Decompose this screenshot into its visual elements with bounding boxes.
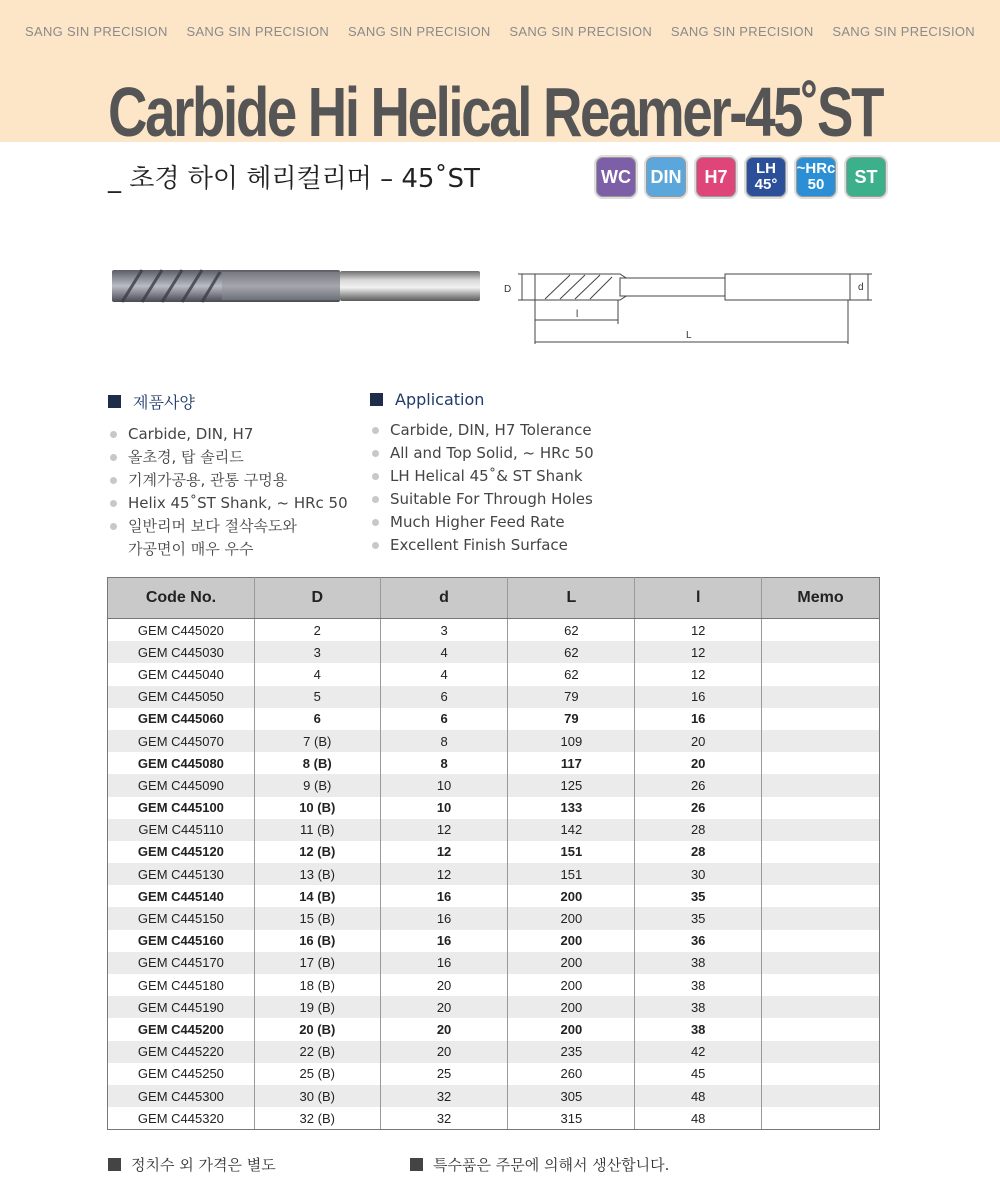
list-item: All and Top Solid, ~ HRc 50: [370, 442, 594, 465]
list-item: 올초경, 탑 솔리드: [108, 446, 348, 469]
cell-l: 42: [635, 1041, 762, 1063]
cell-D: 8 (B): [254, 752, 380, 774]
badge-label: LH: [756, 160, 776, 177]
list-item-line: 일반리머 보다 절삭속도와: [128, 517, 297, 535]
table-row: [108, 686, 880, 708]
cell-d: 32: [380, 1107, 508, 1130]
cell-memo: [762, 619, 880, 642]
cell-L: 200: [508, 996, 635, 1018]
cell-D: 22 (B): [254, 1041, 380, 1063]
list-item: Carbide, DIN, H7: [108, 423, 348, 446]
cell-L: 125: [508, 774, 635, 796]
cell-L: 62: [508, 619, 635, 642]
cell-d: 8: [380, 752, 508, 774]
badge-label: H7: [704, 167, 728, 187]
table-row: [108, 1063, 880, 1085]
cell-d: 16: [380, 885, 508, 907]
spec-table-wrap: [107, 577, 880, 1130]
cell-l: 12: [635, 641, 762, 663]
cell-d: 20: [380, 1018, 508, 1040]
cell-D: 30 (B): [254, 1085, 380, 1107]
dimension-drawing: [500, 262, 880, 352]
dim-l-label: l: [576, 309, 579, 320]
cell-L: 62: [508, 663, 635, 685]
cell-memo: [762, 1041, 880, 1063]
cell-D: 11 (B): [254, 819, 380, 841]
square-bullet-icon: [108, 395, 121, 408]
cell-code: GEM C445140: [108, 885, 255, 907]
cell-code: GEM C445200: [108, 1018, 255, 1040]
badge-label: DIN: [650, 167, 682, 187]
spec-kr-heading: 제품사양: [108, 390, 348, 413]
cell-code: GEM C445070: [108, 730, 255, 752]
feature-badges: [594, 155, 888, 199]
cell-l: 48: [635, 1085, 762, 1107]
cell-l: 20: [635, 730, 762, 752]
cell-memo: [762, 708, 880, 730]
cell-L: 235: [508, 1041, 635, 1063]
cell-L: 200: [508, 885, 635, 907]
cell-memo: [762, 863, 880, 885]
cell-L: 305: [508, 1085, 635, 1107]
cell-memo: [762, 641, 880, 663]
footer-note-left: 정치수 외 가격은 별도: [108, 1154, 276, 1175]
square-bullet-icon: [410, 1158, 423, 1171]
cell-l: 26: [635, 797, 762, 819]
table-row: [108, 1018, 880, 1040]
table-row: [108, 952, 880, 974]
header-d: d: [380, 578, 508, 619]
cell-D: 6: [254, 708, 380, 730]
cell-l: 35: [635, 907, 762, 929]
cell-l: 26: [635, 774, 762, 796]
cell-d: 10: [380, 797, 508, 819]
brand-label: SANG SIN PRECISION: [832, 24, 975, 39]
cell-memo: [762, 797, 880, 819]
header-D: D: [254, 578, 380, 619]
list-item: Much Higher Feed Rate: [370, 511, 594, 534]
cell-D: 14 (B): [254, 885, 380, 907]
cell-D: 16 (B): [254, 930, 380, 952]
cell-d: 32: [380, 1085, 508, 1107]
cell-code: GEM C445190: [108, 996, 255, 1018]
table-row: [108, 841, 880, 863]
feature-badge: [794, 155, 838, 199]
brand-label: SANG SIN PRECISION: [670, 24, 814, 39]
cell-memo: [762, 774, 880, 796]
cell-D: 20 (B): [254, 1018, 380, 1040]
cell-D: 5: [254, 686, 380, 708]
badge-sublabel: 45°: [754, 176, 778, 193]
cell-D: 15 (B): [254, 907, 380, 929]
badge-label: ~HRc: [796, 160, 836, 177]
table-row: [108, 663, 880, 685]
cell-D: 9 (B): [254, 774, 380, 796]
brand-label: SANG SIN PRECISION: [509, 24, 653, 39]
list-item: Carbide, DIN, H7 Tolerance: [370, 419, 594, 442]
table-row: [108, 641, 880, 663]
cell-l: 36: [635, 930, 762, 952]
badge-label: ST: [854, 167, 878, 187]
cell-L: 117: [508, 752, 635, 774]
cell-memo: [762, 974, 880, 996]
cell-D: 7 (B): [254, 730, 380, 752]
table-row: [108, 752, 880, 774]
cell-code: GEM C445320: [108, 1107, 255, 1130]
spec-en-heading: Application: [370, 390, 594, 409]
cell-L: 151: [508, 841, 635, 863]
dim-d-label: d: [858, 282, 864, 293]
cell-code: GEM C445130: [108, 863, 255, 885]
dim-L-label: L: [686, 330, 692, 341]
table-row: [108, 1085, 880, 1107]
cell-memo: [762, 1107, 880, 1130]
cell-d: 8: [380, 730, 508, 752]
table-row: [108, 797, 880, 819]
cell-L: 260: [508, 1063, 635, 1085]
badge-sublabel: 50: [807, 176, 825, 193]
list-item: LH Helical 45˚& ST Shank: [370, 465, 594, 488]
page-title: Carbide Hi Helical Reamer-45˚ST: [108, 73, 883, 151]
cell-L: 315: [508, 1107, 635, 1130]
cell-D: 19 (B): [254, 996, 380, 1018]
spec-en-section: [370, 390, 594, 557]
cell-d: 10: [380, 774, 508, 796]
cell-d: 25: [380, 1063, 508, 1085]
cell-code: GEM C445090: [108, 774, 255, 796]
cell-code: GEM C445100: [108, 797, 255, 819]
cell-code: GEM C445170: [108, 952, 255, 974]
badge-label: WC: [601, 167, 631, 187]
table-row: [108, 996, 880, 1018]
cell-l: 28: [635, 819, 762, 841]
cell-memo: [762, 885, 880, 907]
cell-L: 200: [508, 952, 635, 974]
cell-l: 38: [635, 1018, 762, 1040]
cell-code: GEM C445120: [108, 841, 255, 863]
cell-l: 30: [635, 863, 762, 885]
cell-D: 18 (B): [254, 974, 380, 996]
cell-d: 20: [380, 974, 508, 996]
header-l: l: [635, 578, 762, 619]
cell-l: 35: [635, 885, 762, 907]
cell-d: 4: [380, 663, 508, 685]
cell-L: 79: [508, 708, 635, 730]
cell-code: GEM C445180: [108, 974, 255, 996]
cell-D: 3: [254, 641, 380, 663]
table-row: [108, 1107, 880, 1130]
feature-badge: [694, 155, 738, 199]
cell-D: 12 (B): [254, 841, 380, 863]
cell-d: 6: [380, 686, 508, 708]
cell-code: GEM C445220: [108, 1041, 255, 1063]
table-row: [108, 819, 880, 841]
list-item: Suitable For Through Holes: [370, 488, 594, 511]
cell-L: 133: [508, 797, 635, 819]
table-row: [108, 708, 880, 730]
cell-code: GEM C445160: [108, 930, 255, 952]
cell-l: 45: [635, 1063, 762, 1085]
cell-code: GEM C445110: [108, 819, 255, 841]
cell-l: 12: [635, 663, 762, 685]
square-bullet-icon: [370, 393, 383, 406]
cell-l: 16: [635, 708, 762, 730]
cell-l: 38: [635, 974, 762, 996]
cell-code: GEM C445060: [108, 708, 255, 730]
cell-d: 4: [380, 641, 508, 663]
cell-L: 151: [508, 863, 635, 885]
cell-d: 16: [380, 907, 508, 929]
cell-memo: [762, 752, 880, 774]
list-item: [108, 515, 348, 561]
cell-code: GEM C445020: [108, 619, 255, 642]
header-code: Code No.: [108, 578, 255, 619]
cell-D: 17 (B): [254, 952, 380, 974]
brand-row: [0, 24, 1000, 39]
cell-code: GEM C445150: [108, 907, 255, 929]
brand-label: SANG SIN PRECISION: [347, 24, 491, 39]
table-body: [108, 619, 880, 1130]
table-row: [108, 885, 880, 907]
cell-L: 200: [508, 1018, 635, 1040]
table-row: [108, 730, 880, 752]
table-row: [108, 863, 880, 885]
cell-d: 12: [380, 819, 508, 841]
spec-kr-list: [108, 423, 348, 561]
cell-L: 200: [508, 930, 635, 952]
page-subtitle: _ 초경 하이 헤리컬리머 – 45˚ST: [108, 164, 480, 194]
cell-code: GEM C445250: [108, 1063, 255, 1085]
cell-L: 200: [508, 907, 635, 929]
spec-table: [107, 577, 880, 1130]
cell-D: 4: [254, 663, 380, 685]
cell-l: 38: [635, 952, 762, 974]
cell-code: GEM C445030: [108, 641, 255, 663]
table-row: [108, 619, 880, 642]
feature-badge: [644, 155, 688, 199]
header-memo: Memo: [762, 578, 880, 619]
table-row: [108, 774, 880, 796]
dim-D-label: D: [504, 284, 512, 295]
cell-memo: [762, 819, 880, 841]
cell-memo: [762, 1063, 880, 1085]
cell-d: 16: [380, 952, 508, 974]
list-item: Helix 45˚ST Shank, ~ HRc 50: [108, 492, 348, 515]
cell-l: 48: [635, 1107, 762, 1130]
feature-badge: [844, 155, 888, 199]
table-header-row: [108, 578, 880, 619]
cell-L: 200: [508, 974, 635, 996]
cell-memo: [762, 952, 880, 974]
header-L: L: [508, 578, 635, 619]
cell-D: 2: [254, 619, 380, 642]
feature-badge: [744, 155, 788, 199]
cell-memo: [762, 1085, 880, 1107]
cell-memo: [762, 686, 880, 708]
cell-D: 25 (B): [254, 1063, 380, 1085]
cell-code: GEM C445040: [108, 663, 255, 685]
list-item: 기계가공용, 관통 구멍용: [108, 469, 348, 492]
cell-d: 20: [380, 1041, 508, 1063]
list-item-line: 가공면이 매우 우수: [128, 540, 254, 558]
brand-label: SANG SIN PRECISION: [25, 24, 168, 39]
cell-code: GEM C445080: [108, 752, 255, 774]
cell-code: GEM C445300: [108, 1085, 255, 1107]
cell-l: 12: [635, 619, 762, 642]
cell-d: 3: [380, 619, 508, 642]
table-row: [108, 907, 880, 929]
cell-memo: [762, 930, 880, 952]
cell-d: 6: [380, 708, 508, 730]
cell-L: 142: [508, 819, 635, 841]
cell-L: 109: [508, 730, 635, 752]
cell-code: GEM C445050: [108, 686, 255, 708]
cell-l: 28: [635, 841, 762, 863]
brand-label: SANG SIN PRECISION: [186, 24, 330, 39]
cell-l: 20: [635, 752, 762, 774]
spec-en-list: [370, 419, 594, 557]
footer-note-right: 특수품은 주문에 의해서 생산합니다.: [410, 1154, 669, 1175]
cell-D: 13 (B): [254, 863, 380, 885]
square-bullet-icon: [108, 1158, 121, 1171]
feature-badge: [594, 155, 638, 199]
spec-kr-section: [108, 390, 348, 561]
list-item: Excellent Finish Surface: [370, 534, 594, 557]
cell-memo: [762, 996, 880, 1018]
cell-D: 10 (B): [254, 797, 380, 819]
cell-l: 16: [635, 686, 762, 708]
cell-memo: [762, 907, 880, 929]
reamer-photo: [112, 268, 482, 304]
cell-l: 38: [635, 996, 762, 1018]
cell-d: 12: [380, 841, 508, 863]
cell-D: 32 (B): [254, 1107, 380, 1130]
cell-L: 62: [508, 641, 635, 663]
table-row: [108, 1041, 880, 1063]
cell-d: 16: [380, 930, 508, 952]
cell-d: 12: [380, 863, 508, 885]
cell-L: 79: [508, 686, 635, 708]
cell-memo: [762, 730, 880, 752]
table-row: [108, 930, 880, 952]
cell-memo: [762, 1018, 880, 1040]
table-row: [108, 974, 880, 996]
cell-memo: [762, 663, 880, 685]
cell-d: 20: [380, 996, 508, 1018]
cell-memo: [762, 841, 880, 863]
